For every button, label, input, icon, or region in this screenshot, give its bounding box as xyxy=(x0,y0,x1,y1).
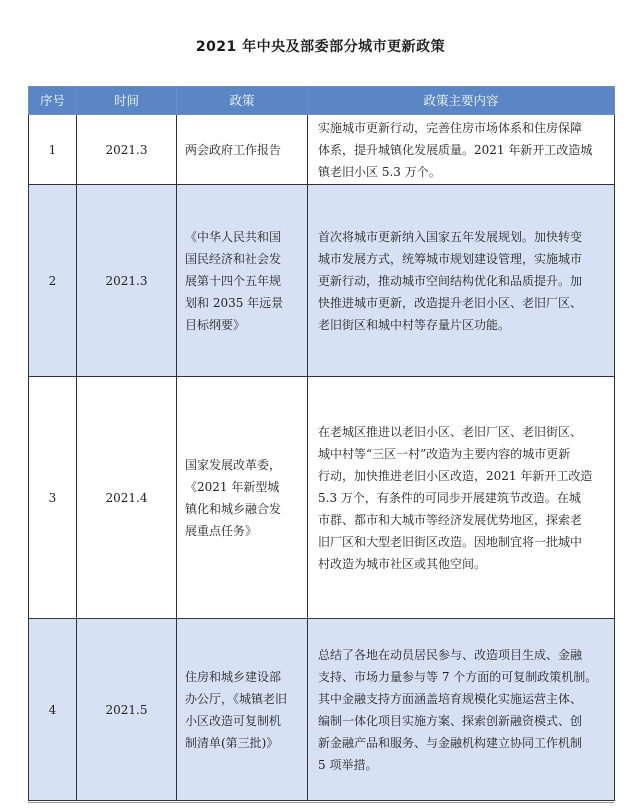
row-content-text: 首次将城市更新纳入国家五年发展规划。加快转变 城市发展方式，统筹城市规划建设管理，实施城市 更新行动，推动城市空间结构优化和品质提升。加 快推进城市更新，改造提升老旧小区、老旧厂区、 老旧街区和城中村等存量片区功能。 xyxy=(318,229,583,332)
policy-table xyxy=(28,86,615,801)
row-time: 2021.4 xyxy=(77,377,177,619)
row-content xyxy=(308,115,615,185)
row-policy-text: 国家发展改革委， 《2021 年新型城 镇化和城乡融合发 展重点任务》 xyxy=(185,457,282,538)
row-index: 4 xyxy=(29,619,77,801)
row-content xyxy=(308,185,615,377)
row-time: 2021.3 xyxy=(77,185,177,377)
row-policy xyxy=(177,619,308,801)
document-title: 2021 年中央及部委部分城市更新政策 xyxy=(195,39,446,55)
row-content xyxy=(308,377,615,619)
header-index: 序号 xyxy=(29,87,77,115)
row-content-text: 总结了各地在动员居民参与、改造项目生成、金融 支持、市场力量参与等 7 个方面的可复制政策机制。 其中金融支持方面涵盖培育规模化实施运营主体、 编制一体化项目实施方案、探索创新融资模式、创 新金融产品和服务、与金融机构建立协同工作机制 5 项举措。 xyxy=(318,647,598,772)
row-index: 1 xyxy=(29,115,77,185)
row-time: 2021.5 xyxy=(77,619,177,801)
row-policy-text: 住房和城乡建设部 办公厅，《城镇老旧 小区改造可复制机 制清单(第三批)》 xyxy=(185,669,288,750)
row-index: 3 xyxy=(29,377,77,619)
row-content-text: 实施城市更新行动，完善住房市场体系和住房保障 体系，提升城镇化发展质量。2021 年新开工改造城 镇老旧小区 5.3 万个。 xyxy=(318,120,593,179)
row-content xyxy=(308,619,615,801)
row-policy-text: 《中华人民共和国 国民经济和社会发 展第十四个五年规 划和 2035 年远景 目标纲要》 xyxy=(185,229,284,332)
table-row xyxy=(29,619,615,801)
table-row xyxy=(29,377,615,619)
table-row xyxy=(29,115,615,185)
row-time: 2021.3 xyxy=(77,115,177,185)
header-time: 时间 xyxy=(77,87,177,115)
row-policy xyxy=(177,185,308,377)
header-policy: 政策 xyxy=(177,87,308,115)
table-header-row xyxy=(29,87,615,115)
row-index: 2 xyxy=(29,185,77,377)
row-policy xyxy=(177,377,308,619)
header-content: 政策主要内容 xyxy=(308,87,615,115)
row-content-text: 在老城区推进以老旧小区、老旧厂区、老旧街区、 城中村等“三区一村”改造为主要内容的城市更新 行动，加快推进老旧小区改造，2021 年新开工改造 5.3 万个，有条件的可同步开展建筑节改造。在城 市群、都市和大城市等经济发展优势地区，探索老 旧厂区和大型老旧街区改造。因地制宜将一批城中 村改造为城市社区或其他空间。 xyxy=(318,424,593,571)
page-bottom-divider xyxy=(28,802,614,803)
row-policy xyxy=(177,115,308,185)
table-row xyxy=(29,185,615,377)
row-policy-text: 两会政府工作报告 xyxy=(185,142,282,157)
